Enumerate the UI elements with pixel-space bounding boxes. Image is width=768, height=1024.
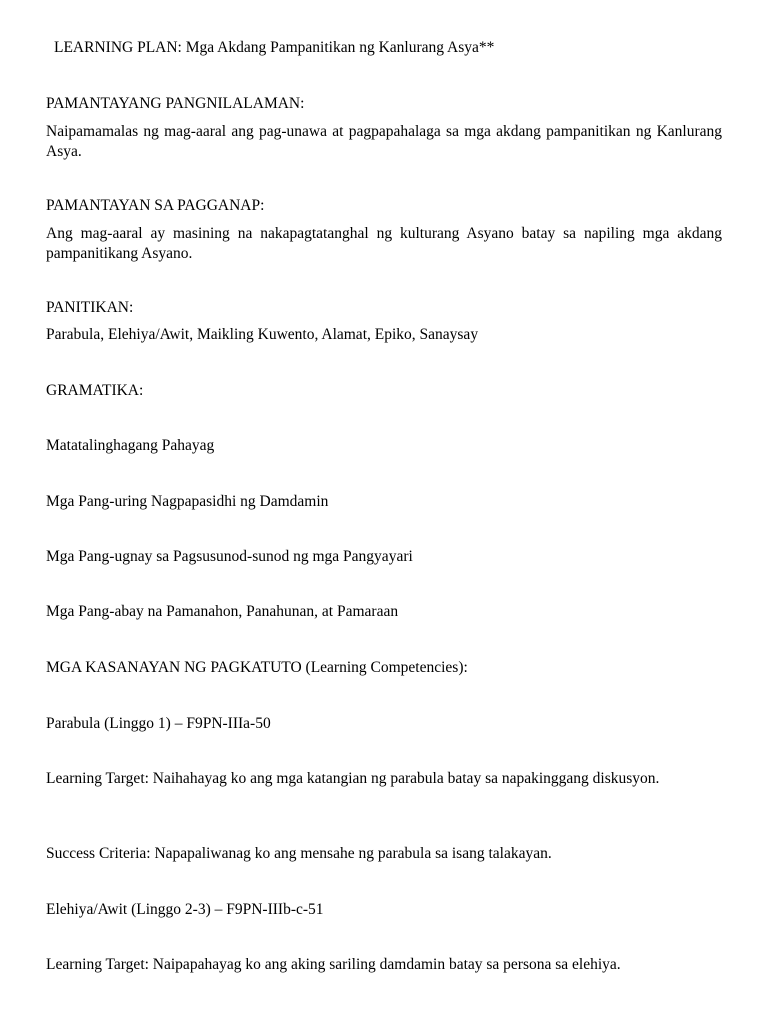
grammar-heading: GRAMATIKA: [46,382,144,399]
grammar-item: Mga Pang-ugnay sa Pagsusunod-sunod ng mga Pangyayari [46,548,413,565]
grammar-item: Mga Pang-abay na Pamanahon, Panahunan, at Pamaraan [46,603,399,620]
elehiya-learning-target: Learning Target: Naipapahayag ko ang aking sariling damdamin batay sa persona sa elehiya. [46,956,621,973]
parabula-success-criteria: Success Criteria: Napapaliwanag ko ang mensahe ng parabula sa isang talakayan. [46,845,552,862]
grammar-item: Matatalinghagang Pahayag [46,437,215,454]
literature-heading: PANITIKAN: [46,299,134,316]
parabula-learning-target: Learning Target: Naihahayag ko ang mga katangian ng parabula batay sa napakinggang diskusyon. [46,770,660,787]
performance-standard-heading: PAMANTAYAN SA PAGGANAP: [46,197,265,214]
performance-standard-text: Ang mag-aaral ay masining na nakapagtatanghal ng kulturang Asyano batay sa napiling mga akdang pampanitikang Asyano. [46,225,722,262]
literature-text: Parabula, Elehiya/Awit, Maikling Kuwento, Alamat, Epiko, Sanaysay [46,326,479,343]
competencies-heading: MGA KASANAYAN NG PAGKATUTO (Learning Competencies): [46,659,468,676]
elehiya-header: Elehiya/Awit (Linggo 2-3) – F9PN-IIIb-c-51 [46,901,324,918]
content-standard-text: Naipamamalas ng mag-aaral ang pag-unawa at pagpapahalaga sa mga akdang pampanitikan ng Kanlurang Asya. [46,123,722,160]
parabula-header: Parabula (Linggo 1) – F9PN-IIIa-50 [46,715,271,732]
page-title: LEARNING PLAN: Mga Akdang Pampanitikan ng Kanlurang Asya** [54,39,495,56]
content-standard-heading: PAMANTAYANG PANGNILALAMAN: [46,95,305,112]
grammar-item: Mga Pang-uring Nagpapasidhi ng Damdamin [46,493,329,510]
